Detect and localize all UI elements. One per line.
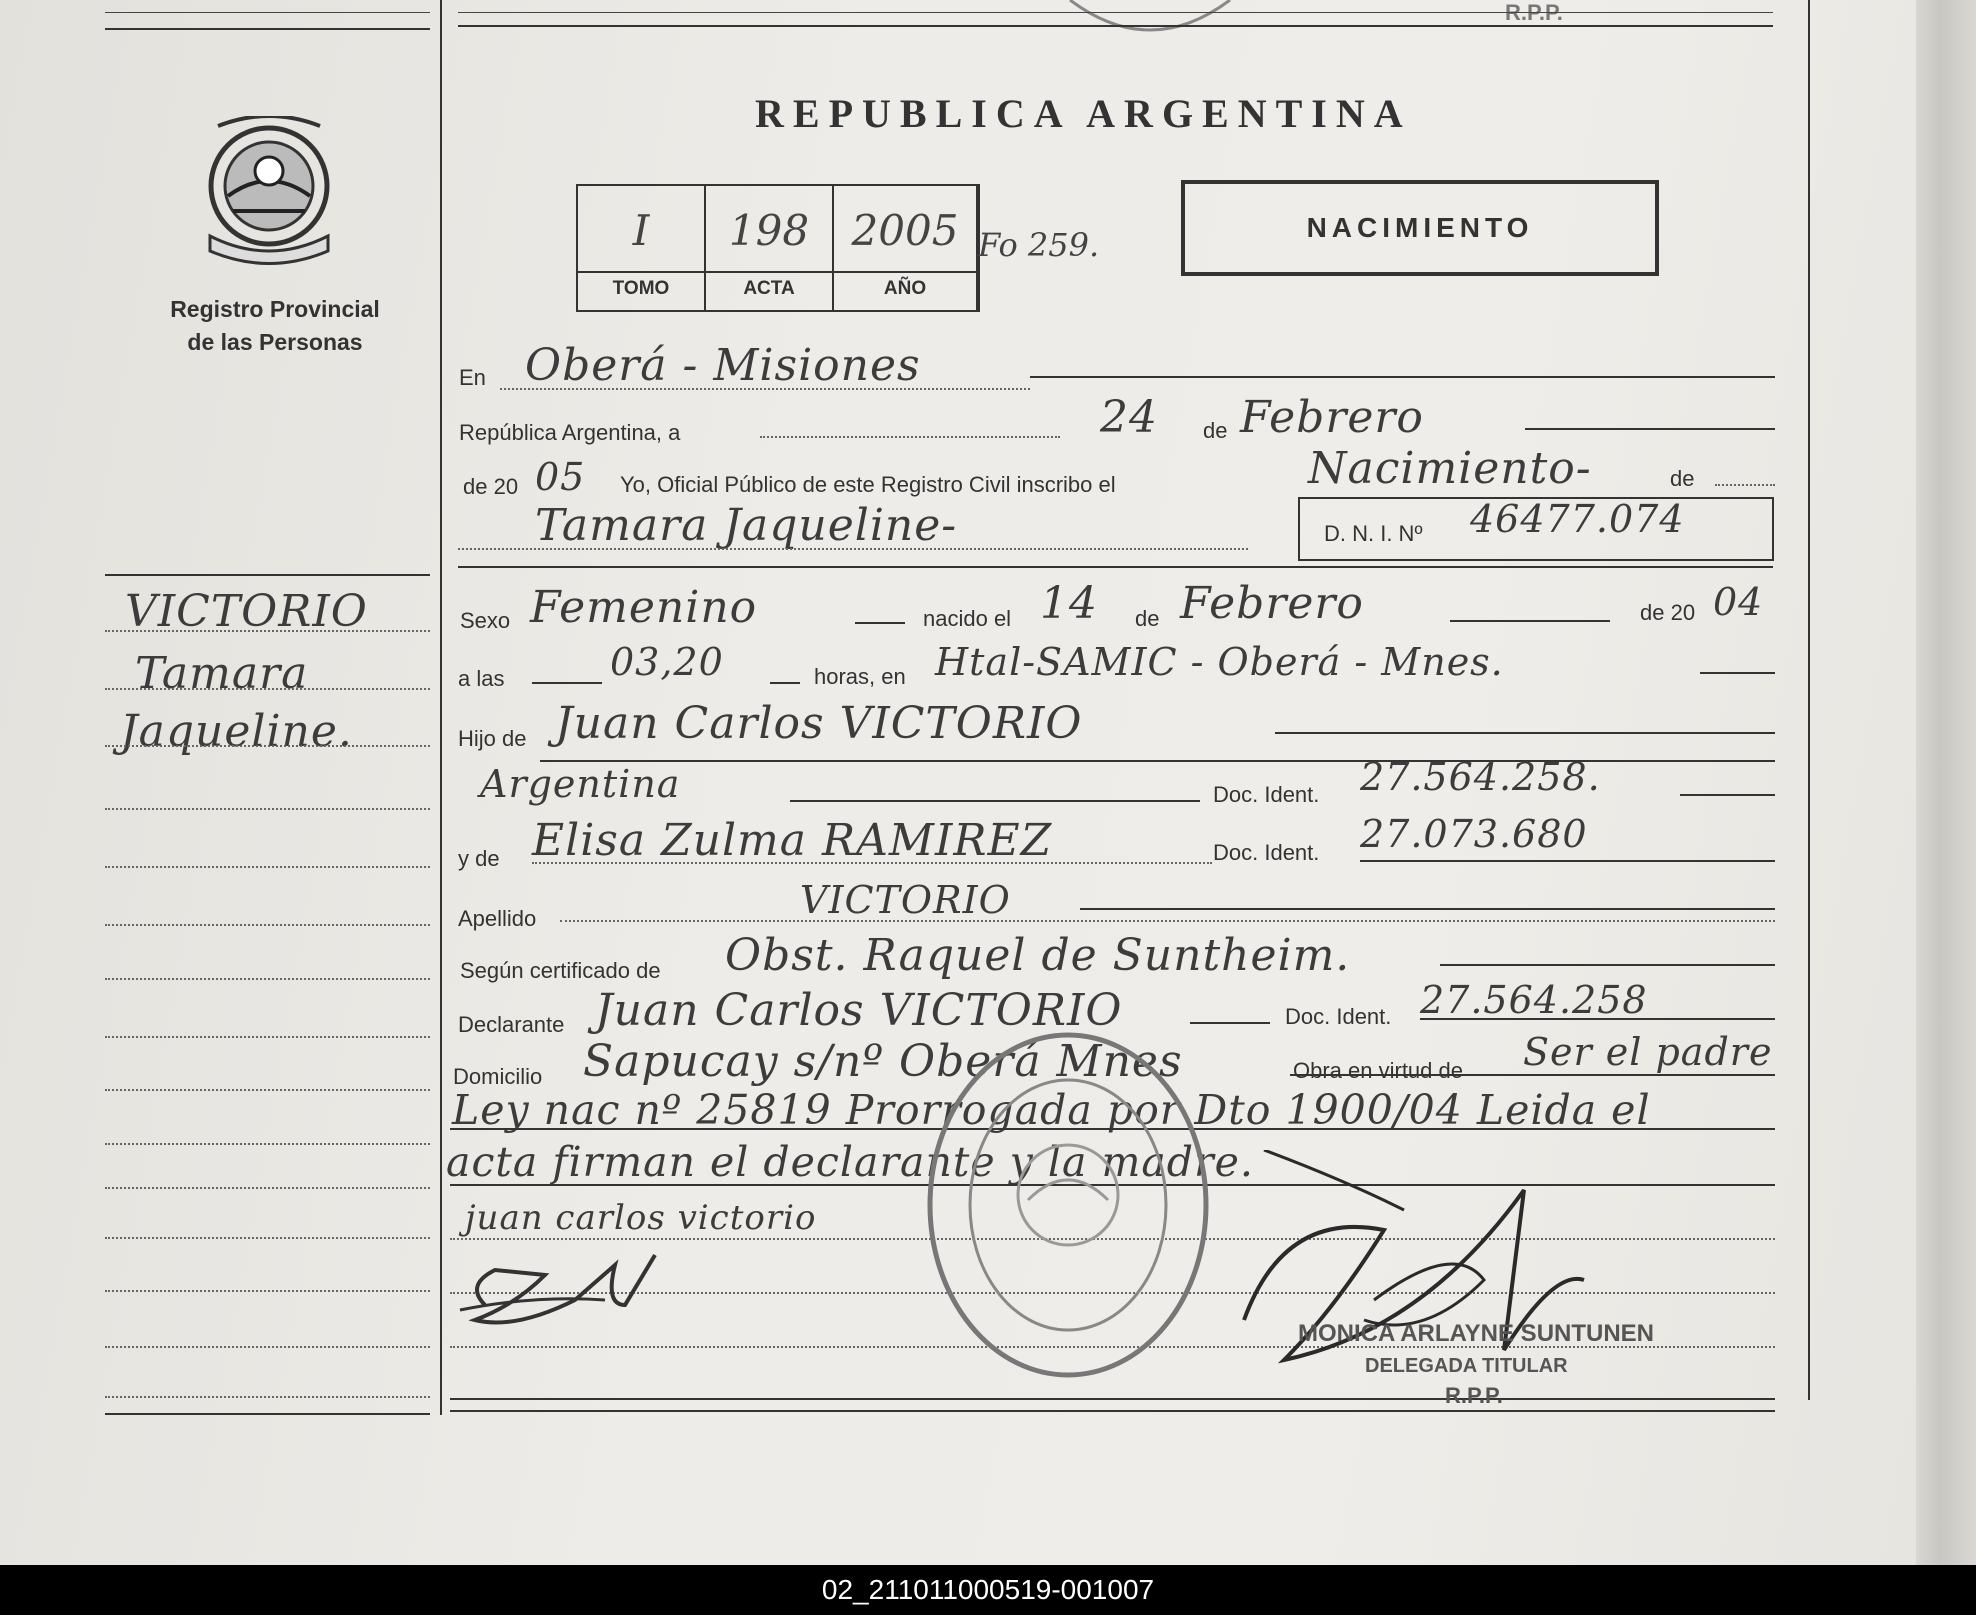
- mother-doc-rule: [1360, 860, 1775, 862]
- rule-left-top: [105, 28, 430, 30]
- de-label-3: de: [1135, 606, 1160, 631]
- image-caption: 02_211011000519-001007: [0, 1565, 1976, 1615]
- margin-line: [105, 1089, 430, 1091]
- right-border: [1808, 0, 1810, 1400]
- certificado-value: Obst. Raquel de Suntheim.: [725, 930, 1351, 981]
- father-rule: [1275, 732, 1775, 734]
- anio-cell: [834, 186, 978, 310]
- certificado-label: Según certificado de: [460, 958, 661, 983]
- name-line: [458, 548, 1248, 550]
- note-line-2: acta firman el declarante y la madre.: [446, 1138, 1254, 1186]
- acta-cell: [706, 186, 834, 310]
- note-line-1: Ley nac nº 25819 Prorrogada por Dto 1900/04 Leida el: [452, 1086, 1651, 1134]
- apellido-line: [560, 920, 1775, 922]
- mother-name: Elisa Zulma RAMIREZ: [532, 815, 1053, 866]
- place-rule: [1030, 376, 1775, 378]
- registry-seal: [918, 1020, 1218, 1390]
- top-seal-fragment: [1060, 0, 1240, 40]
- father-name: Juan Carlos VICTORIO: [555, 698, 1083, 749]
- place-rule-end: [1700, 672, 1775, 674]
- bottom-rule: [450, 1398, 1775, 1400]
- birth-place: Htal-SAMIC - Oberá - Mnes.: [935, 640, 1504, 684]
- tomo-label: TOMO: [612, 278, 670, 299]
- margin-middle-name: Jaqueline.: [120, 706, 353, 757]
- margin-first-name: Tamara: [135, 648, 309, 699]
- acta-value: 198: [728, 206, 810, 255]
- apellido-rule: [1080, 908, 1775, 910]
- declarant-signature-text: juan carlos victorio: [465, 1198, 817, 1238]
- margin-line: [105, 978, 430, 980]
- margin-line: [105, 1187, 430, 1189]
- top-rpp-fragment: R.P.P.: [1505, 0, 1563, 25]
- father-doc-label: Doc. Ident.: [1213, 782, 1320, 807]
- en-label: En: [459, 365, 486, 390]
- dni-value: 46477.074: [1470, 497, 1685, 541]
- nationality-rule: [790, 800, 1200, 802]
- margin-line: [105, 688, 430, 690]
- de-label: de: [1203, 418, 1228, 443]
- declarante-doc: 27.564.258: [1420, 978, 1648, 1022]
- nacido-label: nacido el: [923, 606, 1012, 631]
- column-divider: [440, 0, 442, 1415]
- certificado-rule: [1440, 964, 1775, 966]
- oficial-text: Yo, Oficial Público de este Registro Civil inscribo el: [620, 472, 1116, 497]
- official-name: MONICA ARLAYNE SUNTUNEN: [1298, 1320, 1655, 1347]
- act-year: 05: [535, 455, 586, 499]
- child-full-name: Tamara Jaqueline-: [535, 500, 958, 551]
- margin-line: [105, 866, 430, 868]
- margin-line: [105, 1396, 430, 1398]
- republica-label: República Argentina, a: [459, 420, 681, 445]
- official-office: R.P.P.: [1445, 1383, 1503, 1408]
- domicilio-label: Domicilio: [453, 1064, 543, 1089]
- margin-line: [105, 1143, 430, 1145]
- father-doc-rule: [1680, 794, 1775, 796]
- margin-line: [105, 745, 430, 747]
- date-line: [760, 436, 1060, 438]
- mother-line: [532, 862, 1212, 864]
- sexo-label: Sexo: [460, 608, 511, 633]
- hora-rule-left: [532, 682, 602, 684]
- record-type-box: NACIMIENTO: [1181, 180, 1659, 276]
- top-rule-left: [105, 12, 430, 13]
- hora-rule-right: [770, 682, 800, 684]
- mother-doc-label: Doc. Ident.: [1213, 840, 1320, 865]
- birth-month-rule: [1450, 620, 1610, 622]
- horas-label: horas, en: [814, 664, 906, 689]
- domicilio-value: Sapucay s/nº Oberá Mnes: [583, 1036, 1183, 1087]
- mother-signature: [455, 1245, 675, 1335]
- page-edge: [1916, 0, 1976, 1565]
- sexo-value: Femenino: [530, 582, 758, 633]
- dni-box: [1298, 497, 1774, 561]
- place-value: Oberá - Misiones: [525, 340, 921, 391]
- year-prefix: de 20: [463, 474, 519, 499]
- declarante-doc-rule: [1420, 1018, 1775, 1020]
- anio-label: AÑO: [883, 278, 927, 299]
- box-divider: [578, 271, 978, 273]
- father-nationality: Argentina: [480, 762, 681, 806]
- birth-year: 04: [1713, 580, 1764, 624]
- apellido-value: VICTORIO: [800, 878, 1011, 922]
- birth-month: Febrero: [1180, 578, 1364, 629]
- registry-line-2: de las Personas: [187, 329, 363, 355]
- declarante-label: Declarante: [458, 1012, 565, 1037]
- act-month: Febrero: [1240, 392, 1424, 443]
- section-rule: [458, 566, 1773, 568]
- margin-line: [105, 1036, 430, 1038]
- place-line: [500, 388, 1030, 390]
- hijo-label: Hijo de: [458, 726, 527, 751]
- document-title: REPUBLICA ARGENTINA: [755, 91, 1412, 136]
- margin-line: [105, 1237, 430, 1239]
- margin-line: [105, 1290, 430, 1292]
- rule-main-top: [458, 25, 1773, 27]
- father-doc: 27.564.258.: [1360, 755, 1601, 799]
- birth-year-prefix: de 20: [1640, 600, 1696, 625]
- mother-doc: 27.073.680: [1360, 812, 1588, 856]
- top-rule-main: [458, 12, 1773, 13]
- de-label-2: de: [1670, 466, 1695, 491]
- official-role: DELEGADA TITULAR: [1365, 1355, 1568, 1377]
- dni-label: D. N. I. Nº: [1324, 521, 1423, 546]
- act-type-line: [1715, 484, 1775, 486]
- declarante-doc-label: Doc. Ident.: [1285, 1004, 1392, 1029]
- tomo-value: I: [632, 206, 650, 255]
- bottom-rule-2: [450, 1410, 1775, 1412]
- obra-label: Obra en virtud de: [1293, 1058, 1463, 1083]
- tomo-cell: [578, 186, 706, 310]
- margin-line: [105, 808, 430, 810]
- tomo-acta-anio-box: [576, 184, 980, 312]
- birth-day: 14: [1040, 578, 1098, 629]
- obra-value: Ser el padre: [1523, 1030, 1773, 1074]
- declarante-name: Juan Carlos VICTORIO: [595, 985, 1123, 1036]
- a-las-label: a las: [458, 666, 505, 691]
- domicilio-rule: [1290, 1074, 1775, 1076]
- sexo-rule: [855, 622, 905, 624]
- y-de-label: y de: [458, 846, 500, 871]
- misiones-emblem-icon: [198, 116, 340, 266]
- margin-line: [105, 924, 430, 926]
- registry-line-1: Registro Provincial: [170, 296, 380, 322]
- margin-surname: VICTORIO: [125, 586, 368, 637]
- apellido-label: Apellido: [458, 906, 537, 931]
- act-type: Nacimiento-: [1308, 443, 1592, 494]
- folio-number: Fo 259.: [978, 226, 1100, 264]
- margin-bottom-rule: [105, 1413, 430, 1415]
- anio-value: 2005: [851, 206, 959, 255]
- margin-line: [105, 1346, 430, 1348]
- birth-time: 03,20: [610, 640, 724, 684]
- acta-label: ACTA: [743, 278, 795, 299]
- registry-name: [130, 293, 420, 359]
- margin-line: [105, 630, 430, 632]
- margin-rule: [105, 574, 430, 576]
- month-rule: [1525, 428, 1775, 430]
- act-day: 24: [1100, 392, 1158, 443]
